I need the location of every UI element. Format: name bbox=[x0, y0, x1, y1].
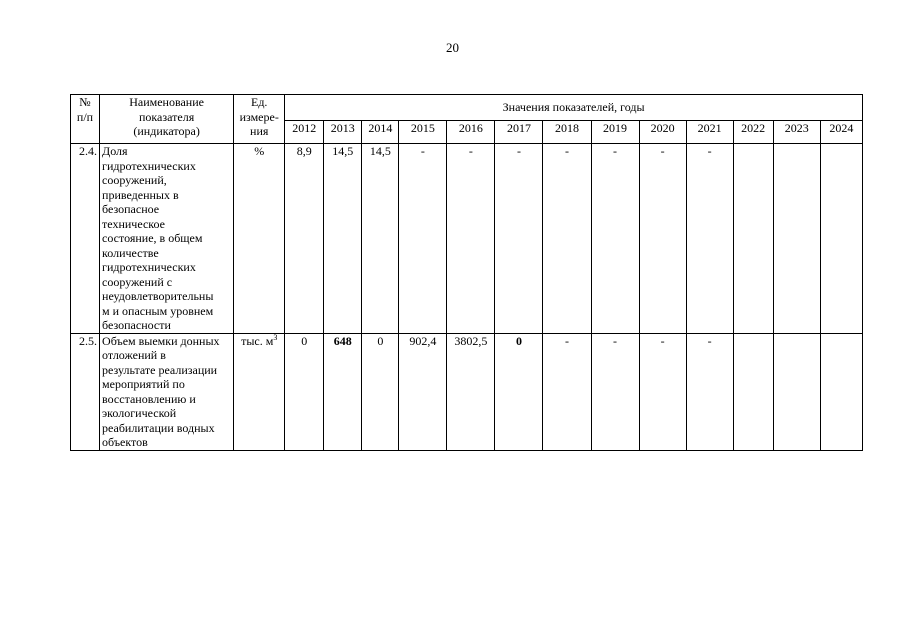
header-year: 2019 bbox=[591, 121, 639, 144]
header-year: 2021 bbox=[686, 121, 733, 144]
header-year: 2024 bbox=[820, 121, 862, 144]
value-cell bbox=[773, 144, 820, 334]
unit-label: тыс. м bbox=[241, 333, 274, 348]
header-unit: Ед. измере- ния bbox=[234, 95, 285, 144]
value-cell: 0 bbox=[285, 333, 324, 450]
row-number: 2.4. bbox=[71, 144, 100, 334]
value-cell: - bbox=[447, 144, 495, 334]
value-cell: 14,5 bbox=[324, 144, 362, 334]
unit-cell bbox=[234, 144, 285, 334]
indicator-name: Доля гидротехнических сооружений, приведенных в безопасное техническое состояние, в общем количестве гидротехнических сооружений с неудовлетворительны м и опасным уровнем безопасности bbox=[100, 144, 234, 334]
indicators-table bbox=[70, 94, 863, 451]
value-cell bbox=[773, 333, 820, 450]
page-number: 20 bbox=[446, 40, 459, 55]
value-cell: - bbox=[686, 333, 733, 450]
value-cell: - bbox=[591, 333, 639, 450]
unit-cell bbox=[234, 333, 285, 450]
header-year: 2013 bbox=[324, 121, 362, 144]
header-year: 2020 bbox=[639, 121, 686, 144]
value-cell: - bbox=[399, 144, 447, 334]
table-row bbox=[71, 333, 863, 450]
value-cell: 8,9 bbox=[285, 144, 324, 334]
header-year: 2023 bbox=[773, 121, 820, 144]
value-cell: 14,5 bbox=[362, 144, 399, 334]
header-name: Наименование показателя (индикатора) bbox=[100, 95, 234, 144]
header-year: 2012 bbox=[285, 121, 324, 144]
value-cell: - bbox=[639, 144, 686, 334]
value-cell: 902,4 bbox=[399, 333, 447, 450]
header-year: 2015 bbox=[399, 121, 447, 144]
value-cell: - bbox=[543, 333, 591, 450]
table-body bbox=[71, 144, 863, 451]
indicator-name: Объем выемки донных отложений в результате реализации мероприятий по восстановлению и экологической реабилитации водных объектов bbox=[100, 333, 234, 450]
value-cell: 3802,5 bbox=[447, 333, 495, 450]
value-cell: 0 bbox=[362, 333, 399, 450]
header-year: 2016 bbox=[447, 121, 495, 144]
value-cell bbox=[820, 144, 862, 334]
value-cell: 0 bbox=[495, 333, 543, 450]
value-cell bbox=[820, 333, 862, 450]
row-number: 2.5. bbox=[71, 333, 100, 450]
value-cell: - bbox=[543, 144, 591, 334]
header-values: Значения показателей, годы bbox=[285, 95, 863, 121]
value-cell bbox=[733, 144, 773, 334]
table-row bbox=[71, 144, 863, 334]
value-cell bbox=[733, 333, 773, 450]
header-num: № п/п bbox=[71, 95, 100, 144]
unit-superscript: 3 bbox=[273, 332, 278, 342]
unit-label: % bbox=[254, 144, 265, 158]
header-year: 2017 bbox=[495, 121, 543, 144]
header-row-top bbox=[71, 95, 863, 121]
value-cell: - bbox=[591, 144, 639, 334]
header-year: 2018 bbox=[543, 121, 591, 144]
value-cell: - bbox=[495, 144, 543, 334]
value-cell: - bbox=[686, 144, 733, 334]
value-cell: - bbox=[639, 333, 686, 450]
value-cell: 648 bbox=[324, 333, 362, 450]
header-year: 2014 bbox=[362, 121, 399, 144]
header-year: 2022 bbox=[733, 121, 773, 144]
